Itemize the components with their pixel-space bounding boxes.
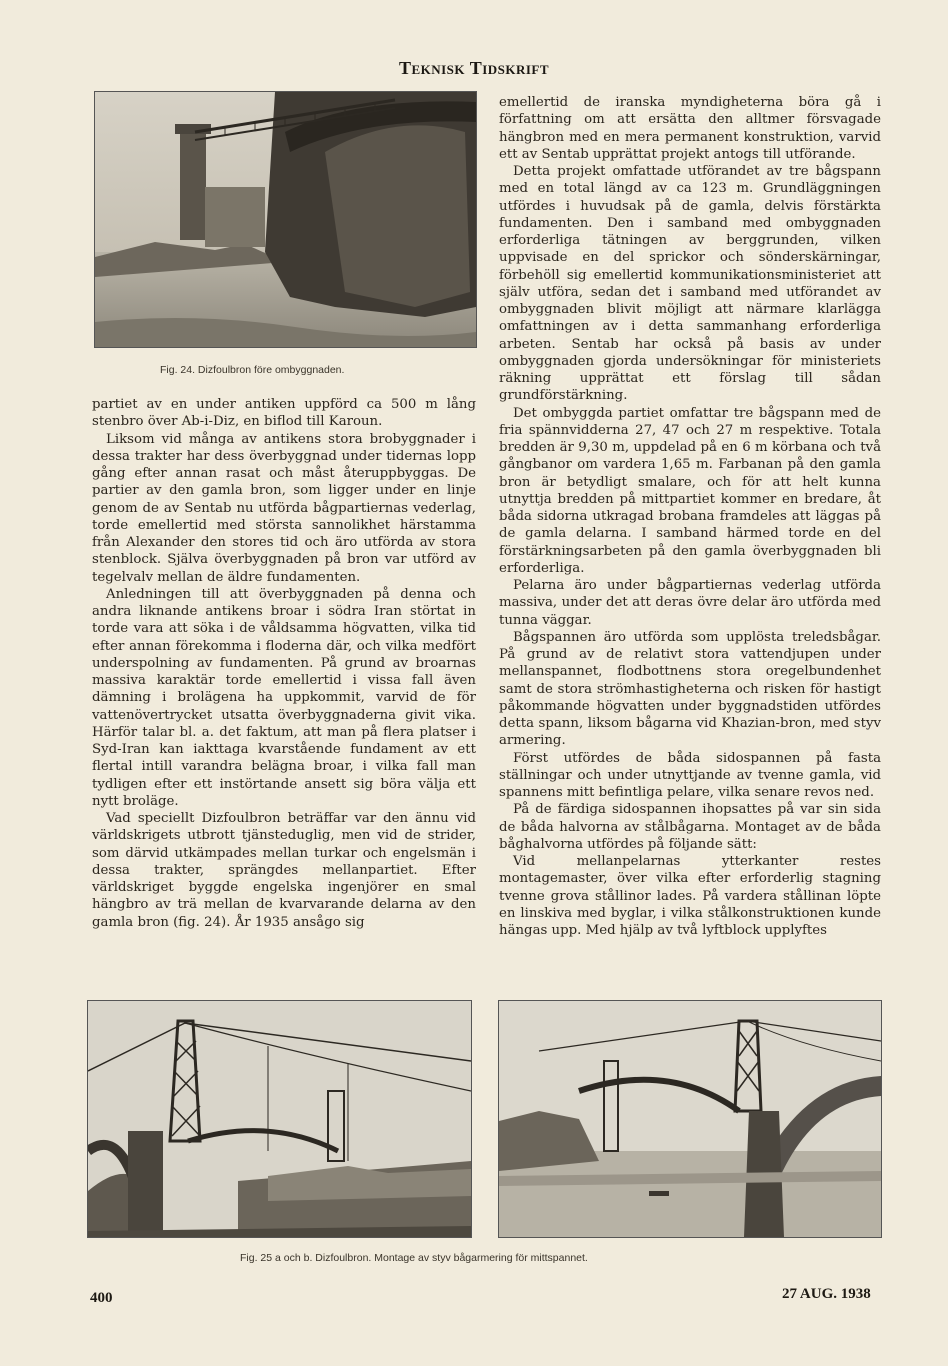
paragraph: Detta projekt omfattade utförandet av tre bågspann med en total längd av ca 123 m. Grundläggningen utfördes i huvudsak på de gamla, delvis förstärkta fundamenten. Den i samband med ombyggnaden erforderliga tätningen av berggrunden, vilken uppvisade en del sprickor och sönderskärningar, förbehöll sig emellertid kommunikationsministeriet att själv utföra, sedan det i samband med utförandet av ombyggnaden blivit möjligt att närmare klarlägga omfattningen av i detta sammanhang erforderliga arbeten. Sentab har också på basis av under ombyggnaden gjorda undersökningar för ministeriets räkning upprättat ett förslag till sådan grundförstärkning. xyxy=(499,164,881,404)
journal-title: Teknisk Tidskrift xyxy=(398,58,550,78)
paragraph: På de färdiga sidospannen ihopsattes på var sin sida de båda halvorna av stålbågarna. Montaget av de båda båghalvorna utfördes på följande sätt: xyxy=(499,802,881,852)
right-text-column xyxy=(499,94,881,939)
page-number: 400 xyxy=(90,1290,113,1306)
fig24-caption: Fig. 24. Dizfoulbron före ombyggnaden. xyxy=(160,364,345,376)
left-text-column xyxy=(92,396,476,931)
paragraph: Anledningen till att överbyggnaden på denna och andra liknande antikens broar i södra Iran störtat in torde vara att söka i de våldsamma högvatten, vilka tid efter annan förekomma i floderna där, och vilka medfört underspolning av fundamenten. På grund av broarnas massiva karaktär torde emellertid i vissa fall även dämning i brolägena ha uppkommit, varvid de för vattenövertrycket utsatta överbyggnaderna givit vika. Härför talar bl. a. det faktum, att man på flera platser i Syd-Iran kan iakttaga kvarstående fundament av ett flertal intill varandra belägna broar, i vilka fall man tydligen efter ett instörtande ansett sig böra välja ett nytt broläge. xyxy=(92,586,476,809)
paragraph: Vid mellanpelarnas ytterkanter restes montagemaster, över vilka efter erforderlig stagning tvenne grova stållinor lades. På vardera stållinan löpte en linskiva med byglar, i vilka stålkonstruktionen kunde hängas upp. Med hjälp av två lyftblock upplyftes xyxy=(499,854,881,938)
paragraph: Pelarna äro under bågpartiernas vederlag utförda massiva, under det att deras övre delar äro utförda med tunna väggar. xyxy=(499,578,881,628)
fig25b-photo xyxy=(498,1000,882,1238)
paragraph: Liksom vid många av antikens stora brobyggnader i dessa trakter har dess överbyggnad under tidernas lopp gång efter annan rasat och måst återuppbyggas. De partier av den gamla bron, som ligger under en linje genom de av Sentab nu utförda bågpartiernas vederlag, torde emellertid med största sannolikhet härstamma från Alexander den stores tid och äro utförda av stora stenblock. Själva överbyggnaden på bron var utförd av tegelvalv mellan de äldre fundamenten. xyxy=(92,431,476,585)
paragraph: partiet av en under antiken uppförd ca 500 m lång stenbro över Ab-i-Diz, en biflod till Karoun. xyxy=(92,397,476,430)
paragraph: Bågspannen äro utförda som upplösta treledsbågar. På grund av de relativt stora vattendjupen under mellanspannet, flodbottnens stora oregelbundenhet samt de stora strömhastigheterna och risken för hastigt påkommande högvatten under byggnadstiden utfördes detta spann, liksom bågarna vid Khazian-bron, med styv armering. xyxy=(499,629,881,749)
paragraph: Vad speciellt Dizfoulbron beträffar var den ännu vid världskrigets utbrott tjänsteduglig, men vid de strider, som därvid utkämpades mellan turkar och engelsmän i dessa trakter, sprängdes mellanpartiet. Efter världskriget byggde engelska ingenjörer en smal hängbro av trä mellan de kvarvarande delarna av den gamla bron (fig. 24). År 1935 ansågo sig xyxy=(92,811,476,930)
paragraph: Det ombyggda partiet omfattar tre bågspann med de fria spännvidderna 27, 47 och 27 m respektive. Totala bredden är 9,30 m, uppdelad på en 6 m körbana och två gångbanor om vardera 1,65 m. Farbanan på den gamla bron är betydligt smalare, och för att helt kunna utnyttja bredden på mittpartiet kommer en bredare, åt båda sidorna utkragad brobana framdeles att läggas på de gamla delarna. I samband härmed torde en del förstärkningsarbeten på den gamla överbyggnaden bli erforderliga. xyxy=(499,405,881,576)
issue-date: 27 AUG. 1938 xyxy=(782,1286,871,1302)
paragraph: emellertid de iranska myndigheterna böra gå i författning om att ersätta den alltmer försvagade hängbron med en mera permanent konstruktion, varvid ett av Sentab upprättat projekt antogs till utförande. xyxy=(499,95,881,162)
fig24-photo xyxy=(94,91,477,348)
fig25-caption: Fig. 25 a och b. Dizfoulbron. Montage av styv bågarmering för mittspannet. xyxy=(240,1252,588,1264)
paragraph: Först utfördes de båda sidospannen på fasta ställningar och under utnyttjande av tvenne gamla, vid spannens mitt befintliga pelare, vilka senare revos ned. xyxy=(499,750,881,800)
fig25a-photo xyxy=(87,1000,472,1238)
